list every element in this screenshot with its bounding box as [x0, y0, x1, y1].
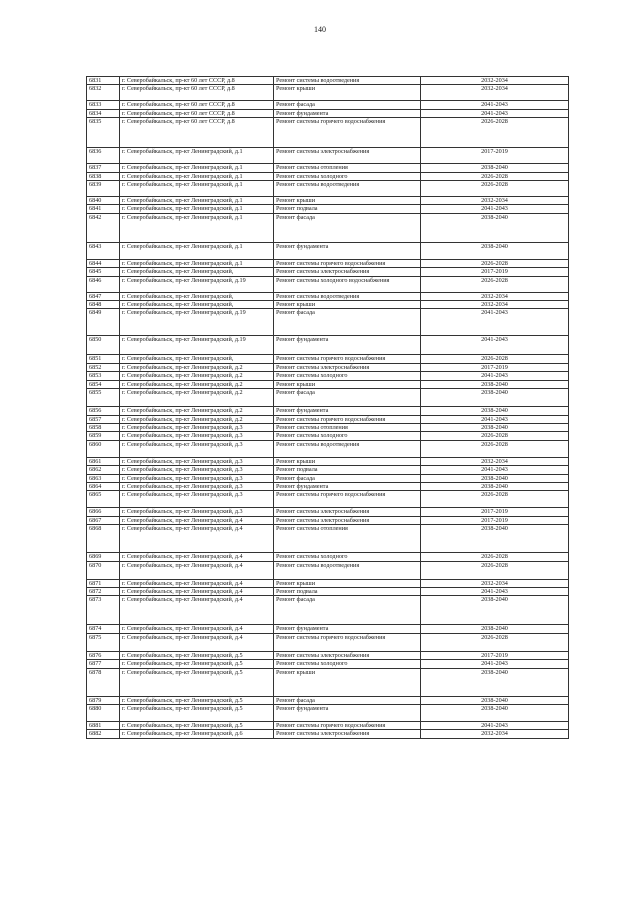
address-cell: г. Северобайкальск, пр-кт Ленинградский, д.5	[120, 651, 274, 659]
address-cell: г. Северобайкальск, пр-кт Ленинградский, д.3	[120, 423, 274, 431]
address-cell: г. Северобайкальск, пр-кт 60 лет СССР, д.8	[120, 101, 274, 109]
period-cell: 2041-2043	[421, 722, 569, 730]
row-number-cell: 6854	[87, 380, 120, 388]
address-cell: г. Северобайкальск, пр-кт Ленинградский, д.6	[120, 730, 274, 738]
address-cell: г. Северобайкальск, пр-кт Ленинградский, д.3	[120, 457, 274, 465]
row-number-cell: 6847	[87, 292, 120, 300]
work-type-cell: Ремонт фасада	[274, 389, 421, 407]
address-cell: г. Северобайкальск, пр-кт Ленинградский, д.4	[120, 516, 274, 524]
work-type-cell: Ремонт системы электроснабжения	[274, 651, 421, 659]
period-cell: 2017-2019	[421, 363, 569, 371]
period-cell: 2038-2040	[421, 164, 569, 172]
row-number-cell: 6835	[87, 118, 120, 148]
table-row	[87, 415, 569, 423]
table-row	[87, 457, 569, 465]
row-number-cell: 6880	[87, 705, 120, 722]
period-cell: 2032-2034	[421, 301, 569, 309]
period-cell: 2041-2043	[421, 109, 569, 117]
table-row	[87, 525, 569, 553]
table-row	[87, 423, 569, 431]
work-type-cell: Ремонт фундамента	[274, 705, 421, 722]
row-number-cell: 6862	[87, 466, 120, 474]
table-row	[87, 380, 569, 388]
work-type-cell: Ремонт фундамента	[274, 336, 421, 355]
work-type-cell: Ремонт системы электроснабжения	[274, 268, 421, 276]
address-cell: г. Северобайкальск, пр-кт Ленинградский, д.1	[120, 213, 274, 242]
period-cell: 2041-2043	[421, 336, 569, 355]
row-number-cell: 6881	[87, 722, 120, 730]
work-type-cell: Ремонт системы горячего водоснабжения	[274, 722, 421, 730]
period-cell: 2026-2028	[421, 633, 569, 651]
row-number-cell: 6842	[87, 213, 120, 242]
work-type-cell: Ремонт крыши	[274, 380, 421, 388]
row-number-cell: 6859	[87, 432, 120, 440]
period-cell: 2041-2043	[421, 587, 569, 595]
table-row	[87, 101, 569, 109]
period-cell: 2041-2043	[421, 415, 569, 423]
period-cell: 2038-2040	[421, 482, 569, 490]
work-type-cell: Ремонт системы горячего водоснабжения	[274, 259, 421, 267]
period-cell: 2038-2040	[421, 474, 569, 482]
table-row	[87, 722, 569, 730]
period-cell: 2017-2019	[421, 651, 569, 659]
table-row	[87, 276, 569, 292]
period-cell: 2026-2028	[421, 355, 569, 363]
table-row	[87, 181, 569, 197]
address-cell: г. Северобайкальск, пр-кт Ленинградский, д.4	[120, 633, 274, 651]
period-cell: 2041-2043	[421, 660, 569, 668]
period-cell: 2032-2034	[421, 77, 569, 85]
address-cell: г. Северобайкальск, пр-кт 60 лет СССР, д.8	[120, 77, 274, 85]
work-type-cell: Ремонт фасада	[274, 213, 421, 242]
table-row	[87, 474, 569, 482]
table-row	[87, 705, 569, 722]
work-type-cell: Ремонт системы электроснабжения	[274, 363, 421, 371]
work-type-cell: Ремонт крыши	[274, 579, 421, 587]
period-cell: 2026-2028	[421, 118, 569, 148]
row-number-cell: 6875	[87, 633, 120, 651]
table-row	[87, 508, 569, 516]
address-cell: г. Северобайкальск, пр-кт Ленинградский, д.4	[120, 561, 274, 579]
work-type-cell: Ремонт системы отопления	[274, 164, 421, 172]
row-number-cell: 6834	[87, 109, 120, 117]
row-number-cell: 6867	[87, 516, 120, 524]
row-number-cell: 6843	[87, 242, 120, 259]
period-cell: 2038-2040	[421, 213, 569, 242]
table-row	[87, 696, 569, 704]
table-row	[87, 259, 569, 267]
table-row	[87, 205, 569, 213]
table-row	[87, 355, 569, 363]
table-row	[87, 407, 569, 415]
row-number-cell: 6851	[87, 355, 120, 363]
address-cell: г. Северобайкальск, пр-кт Ленинградский, д.5	[120, 660, 274, 668]
row-number-cell: 6873	[87, 596, 120, 625]
row-number-cell: 6832	[87, 85, 120, 101]
row-number-cell: 6837	[87, 164, 120, 172]
period-cell: 2026-2028	[421, 259, 569, 267]
period-cell: 2026-2028	[421, 172, 569, 180]
table-row	[87, 730, 569, 738]
work-type-cell: Ремонт крыши	[274, 85, 421, 101]
address-cell: г. Северобайкальск, пр-кт Ленинградский,	[120, 292, 274, 300]
work-type-cell: Ремонт крыши	[274, 197, 421, 205]
address-cell: г. Северобайкальск, пр-кт Ленинградский, д.5	[120, 696, 274, 704]
work-type-cell: Ремонт системы горячего водоснабжения	[274, 415, 421, 423]
row-number-cell: 6882	[87, 730, 120, 738]
row-number-cell: 6845	[87, 268, 120, 276]
row-number-cell: 6868	[87, 525, 120, 553]
address-cell: г. Северобайкальск, пр-кт Ленинградский, д.4	[120, 596, 274, 625]
row-number-cell: 6839	[87, 181, 120, 197]
work-type-cell: Ремонт системы водоотведения	[274, 77, 421, 85]
row-number-cell: 6879	[87, 696, 120, 704]
row-number-cell: 6860	[87, 440, 120, 457]
period-cell: 2038-2040	[421, 668, 569, 696]
address-cell: г. Северобайкальск, пр-кт Ленинградский, д.4	[120, 553, 274, 561]
address-cell: г. Северобайкальск, пр-кт Ленинградский, д.3	[120, 432, 274, 440]
row-number-cell: 6856	[87, 407, 120, 415]
period-cell: 2032-2034	[421, 730, 569, 738]
address-cell: г. Северобайкальск, пр-кт Ленинградский, д.19	[120, 336, 274, 355]
address-cell: г. Северобайкальск, пр-кт Ленинградский,	[120, 301, 274, 309]
table-row	[87, 587, 569, 595]
row-number-cell: 6844	[87, 259, 120, 267]
work-type-cell: Ремонт фасада	[274, 474, 421, 482]
work-type-cell: Ремонт фасада	[274, 309, 421, 336]
address-cell: г. Северобайкальск, пр-кт Ленинградский, д.2	[120, 389, 274, 407]
row-number-cell: 6836	[87, 148, 120, 164]
table-row	[87, 118, 569, 148]
address-cell: г. Северобайкальск, пр-кт Ленинградский, д.1	[120, 242, 274, 259]
table-row	[87, 625, 569, 633]
address-cell: г. Северобайкальск, пр-кт Ленинградский,	[120, 268, 274, 276]
row-number-cell: 6878	[87, 668, 120, 696]
page-number: 140	[314, 25, 326, 34]
address-cell: г. Северобайкальск, пр-кт Ленинградский, д.3	[120, 482, 274, 490]
period-cell: 2026-2028	[421, 432, 569, 440]
address-cell: г. Северобайкальск, пр-кт Ленинградский, д.3	[120, 491, 274, 508]
row-number-cell: 6850	[87, 336, 120, 355]
table-row	[87, 197, 569, 205]
row-number-cell: 6841	[87, 205, 120, 213]
period-cell: 2026-2028	[421, 181, 569, 197]
address-cell: г. Северобайкальск, пр-кт Ленинградский, д.19	[120, 309, 274, 336]
row-number-cell: 6853	[87, 372, 120, 380]
row-number-cell: 6846	[87, 276, 120, 292]
table-row	[87, 432, 569, 440]
address-cell: г. Северобайкальск, пр-кт Ленинградский, д.4	[120, 587, 274, 595]
period-cell: 2032-2034	[421, 579, 569, 587]
table-row	[87, 466, 569, 474]
row-number-cell: 6874	[87, 625, 120, 633]
period-cell: 2017-2019	[421, 268, 569, 276]
row-number-cell: 6876	[87, 651, 120, 659]
table-row	[87, 633, 569, 651]
period-cell: 2017-2019	[421, 148, 569, 164]
address-cell: г. Северобайкальск, пр-кт Ленинградский,	[120, 355, 274, 363]
work-type-cell: Ремонт системы холодного	[274, 553, 421, 561]
table-row	[87, 336, 569, 355]
period-cell: 2038-2040	[421, 696, 569, 704]
address-cell: г. Северобайкальск, пр-кт Ленинградский, д.4	[120, 625, 274, 633]
row-number-cell: 6872	[87, 587, 120, 595]
address-cell: г. Северобайкальск, пр-кт 60 лет СССР, д.8	[120, 109, 274, 117]
table-row	[87, 164, 569, 172]
work-type-cell: Ремонт системы отопления	[274, 423, 421, 431]
work-type-cell: Ремонт системы горячего водоснабжения	[274, 633, 421, 651]
row-number-cell: 6849	[87, 309, 120, 336]
repair-schedule-body	[87, 77, 569, 739]
address-cell: г. Северобайкальск, пр-кт Ленинградский, д.3	[120, 508, 274, 516]
address-cell: г. Северобайкальск, пр-кт Ленинградский, д.1	[120, 181, 274, 197]
work-type-cell: Ремонт фундамента	[274, 625, 421, 633]
work-type-cell: Ремонт подвала	[274, 205, 421, 213]
table-row	[87, 301, 569, 309]
row-number-cell: 6869	[87, 553, 120, 561]
row-number-cell: 6848	[87, 301, 120, 309]
period-cell: 2032-2034	[421, 292, 569, 300]
table-row	[87, 309, 569, 336]
table-row	[87, 172, 569, 180]
work-type-cell: Ремонт системы электроснабжения	[274, 730, 421, 738]
work-type-cell: Ремонт системы холодного водоснабжения	[274, 276, 421, 292]
table-row	[87, 596, 569, 625]
address-cell: г. Северобайкальск, пр-кт Ленинградский, д.4	[120, 579, 274, 587]
table-row	[87, 579, 569, 587]
address-cell: г. Северобайкальск, пр-кт 60 лет СССР, д.8	[120, 85, 274, 101]
row-number-cell: 6864	[87, 482, 120, 490]
work-type-cell: Ремонт подвала	[274, 587, 421, 595]
table-row	[87, 668, 569, 696]
table-row	[87, 561, 569, 579]
address-cell: г. Северобайкальск, пр-кт Ленинградский, д.2	[120, 380, 274, 388]
period-cell: 2041-2043	[421, 466, 569, 474]
work-type-cell: Ремонт системы холодного	[274, 660, 421, 668]
period-cell: 2026-2028	[421, 440, 569, 457]
period-cell: 2038-2040	[421, 380, 569, 388]
period-cell: 2017-2019	[421, 508, 569, 516]
period-cell: 2038-2040	[421, 705, 569, 722]
address-cell: г. Северобайкальск, пр-кт Ленинградский, д.1	[120, 259, 274, 267]
work-type-cell: Ремонт системы холодного	[274, 432, 421, 440]
address-cell: г. Северобайкальск, пр-кт Ленинградский, д.3	[120, 474, 274, 482]
table-row	[87, 372, 569, 380]
period-cell: 2038-2040	[421, 389, 569, 407]
address-cell: г. Северобайкальск, пр-кт Ленинградский, д.1	[120, 164, 274, 172]
work-type-cell: Ремонт системы холодного	[274, 372, 421, 380]
address-cell: г. Северобайкальск, пр-кт Ленинградский, д.4	[120, 525, 274, 553]
address-cell: г. Северобайкальск, пр-кт Ленинградский, д.2	[120, 415, 274, 423]
table-row	[87, 213, 569, 242]
work-type-cell: Ремонт подвала	[274, 466, 421, 474]
address-cell: г. Северобайкальск, пр-кт Ленинградский, д.5	[120, 668, 274, 696]
row-number-cell: 6870	[87, 561, 120, 579]
row-number-cell: 6866	[87, 508, 120, 516]
row-number-cell: 6857	[87, 415, 120, 423]
period-cell: 2032-2034	[421, 457, 569, 465]
period-cell: 2041-2043	[421, 101, 569, 109]
period-cell: 2041-2043	[421, 205, 569, 213]
row-number-cell: 6871	[87, 579, 120, 587]
address-cell: г. Северобайкальск, пр-кт Ленинградский, д.3	[120, 440, 274, 457]
table-row	[87, 491, 569, 508]
work-type-cell: Ремонт системы отопления	[274, 525, 421, 553]
table-row	[87, 660, 569, 668]
table-row	[87, 292, 569, 300]
period-cell: 2038-2040	[421, 242, 569, 259]
work-type-cell: Ремонт крыши	[274, 457, 421, 465]
address-cell: г. Северобайкальск, пр-кт Ленинградский, д.1	[120, 148, 274, 164]
address-cell: г. Северобайкальск, пр-кт Ленинградский, д.2	[120, 363, 274, 371]
period-cell: 2026-2028	[421, 276, 569, 292]
table-row	[87, 109, 569, 117]
work-type-cell: Ремонт фундамента	[274, 482, 421, 490]
address-cell: г. Северобайкальск, пр-кт Ленинградский, д.1	[120, 197, 274, 205]
work-type-cell: Ремонт системы водоотведения	[274, 292, 421, 300]
table-row	[87, 148, 569, 164]
period-cell: 2026-2028	[421, 561, 569, 579]
address-cell: г. Северобайкальск, пр-кт Ленинградский, д.19	[120, 276, 274, 292]
table-row	[87, 516, 569, 524]
period-cell: 2041-2043	[421, 309, 569, 336]
row-number-cell: 6861	[87, 457, 120, 465]
period-cell: 2038-2040	[421, 407, 569, 415]
work-type-cell: Ремонт фасада	[274, 696, 421, 704]
address-cell: г. Северобайкальск, пр-кт Ленинградский, д.1	[120, 172, 274, 180]
period-cell: 2041-2043	[421, 372, 569, 380]
work-type-cell: Ремонт фундамента	[274, 109, 421, 117]
period-cell: 2026-2028	[421, 491, 569, 508]
work-type-cell: Ремонт системы холодного	[274, 172, 421, 180]
period-cell: 2017-2019	[421, 516, 569, 524]
table-row	[87, 268, 569, 276]
work-type-cell: Ремонт системы электроснабжения	[274, 148, 421, 164]
table-row	[87, 85, 569, 101]
address-cell: г. Северобайкальск, пр-кт Ленинградский, д.3	[120, 466, 274, 474]
table-row	[87, 363, 569, 371]
address-cell: г. Северобайкальск, пр-кт 60 лет СССР, д.8	[120, 118, 274, 148]
table-row	[87, 651, 569, 659]
work-type-cell: Ремонт системы электроснабжения	[274, 516, 421, 524]
row-number-cell: 6831	[87, 77, 120, 85]
address-cell: г. Северобайкальск, пр-кт Ленинградский, д.2	[120, 407, 274, 415]
work-type-cell: Ремонт системы водоотведения	[274, 561, 421, 579]
work-type-cell: Ремонт системы горячего водоснабжения	[274, 355, 421, 363]
row-number-cell: 6877	[87, 660, 120, 668]
work-type-cell: Ремонт фасада	[274, 596, 421, 625]
table-row	[87, 440, 569, 457]
period-cell: 2032-2034	[421, 85, 569, 101]
row-number-cell: 6858	[87, 423, 120, 431]
period-cell: 2026-2028	[421, 553, 569, 561]
address-cell: г. Северобайкальск, пр-кт Ленинградский, д.1	[120, 205, 274, 213]
row-number-cell: 6840	[87, 197, 120, 205]
period-cell: 2038-2040	[421, 423, 569, 431]
period-cell: 2032-2034	[421, 197, 569, 205]
period-cell: 2038-2040	[421, 625, 569, 633]
table-row	[87, 242, 569, 259]
repair-schedule-table	[86, 76, 569, 739]
row-number-cell: 6852	[87, 363, 120, 371]
period-cell: 2038-2040	[421, 525, 569, 553]
work-type-cell: Ремонт крыши	[274, 668, 421, 696]
work-type-cell: Ремонт системы горячего водоснабжения	[274, 118, 421, 148]
row-number-cell: 6833	[87, 101, 120, 109]
work-type-cell: Ремонт фундамента	[274, 242, 421, 259]
work-type-cell: Ремонт системы электроснабжения	[274, 508, 421, 516]
table-row	[87, 77, 569, 85]
period-cell: 2038-2040	[421, 596, 569, 625]
work-type-cell: Ремонт системы водоотведения	[274, 440, 421, 457]
table-row	[87, 482, 569, 490]
row-number-cell: 6865	[87, 491, 120, 508]
address-cell: г. Северобайкальск, пр-кт Ленинградский, д.5	[120, 722, 274, 730]
work-type-cell: Ремонт системы горячего водоснабжения	[274, 491, 421, 508]
table-row	[87, 553, 569, 561]
work-type-cell: Ремонт системы водоотведения	[274, 181, 421, 197]
address-cell: г. Северобайкальск, пр-кт Ленинградский, д.2	[120, 372, 274, 380]
row-number-cell: 6855	[87, 389, 120, 407]
work-type-cell: Ремонт фундамента	[274, 407, 421, 415]
work-type-cell: Ремонт фасада	[274, 101, 421, 109]
work-type-cell: Ремонт крыши	[274, 301, 421, 309]
address-cell: г. Северобайкальск, пр-кт Ленинградский, д.5	[120, 705, 274, 722]
row-number-cell: 6838	[87, 172, 120, 180]
row-number-cell: 6863	[87, 474, 120, 482]
table-row	[87, 389, 569, 407]
